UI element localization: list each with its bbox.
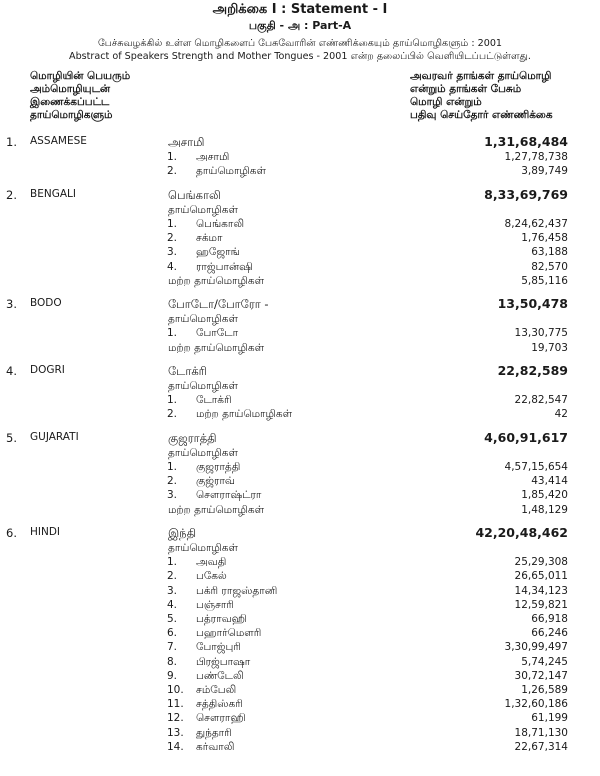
mother-tongue-count: 5,85,116 <box>521 274 568 287</box>
mother-tongue-name: குஜராத்தி <box>196 461 241 473</box>
mother-tongue-name: டோக்ரி <box>196 394 232 407</box>
mother-tongue-count: 22,67,314 <box>514 740 568 753</box>
mother-tongue-name: பிரஜ்பாஷா <box>196 655 251 668</box>
mother-tongue-name: சம்பேலி <box>196 684 237 696</box>
mother-tongue-name: போடோ <box>196 327 239 340</box>
mother-tongue-count: 19,703 <box>531 341 568 354</box>
mother-tongue-count: 12,59,821 <box>514 598 568 611</box>
mother-tongue-count: 26,65,011 <box>514 570 568 583</box>
language-name-native: அசாமி <box>168 135 205 149</box>
subheading-label: தாய்மொழிகள் <box>168 446 238 459</box>
mother-tongue-row <box>0 670 600 684</box>
language-row <box>0 364 600 378</box>
mother-tongue-count: 3,30,99,497 <box>504 641 568 654</box>
mother-tongue-name: பக்ரி ராஜஸ்தானி <box>196 584 278 597</box>
mother-tongue-count: 4,57,15,654 <box>504 461 568 473</box>
mother-tongue-count: 5,74,245 <box>521 655 568 668</box>
column-header-left: மொழியின் பெயரும் அம்மொழியுடன் இணைக்கப்பட்ட தாய்மொழிகளும் <box>30 70 131 121</box>
mother-tongue-row <box>0 504 600 518</box>
language-name-english: ASSAMESE <box>30 135 87 147</box>
language-total: 13,50,478 <box>497 296 568 311</box>
mother-tongue-serial: 8. <box>167 655 178 668</box>
mother-tongue-serial: 1. <box>167 151 178 164</box>
mother-tongue-name: ராஜ்பான்ஷி <box>196 260 253 273</box>
mother-tongue-serial: 3. <box>167 489 178 502</box>
mother-tongue-name: சௌராஷ்ட்ரா <box>196 489 262 502</box>
mother-tongue-count: 1,48,129 <box>521 503 568 516</box>
mother-tongue-name: குஜ்ராவ் <box>196 475 235 488</box>
mother-tongue-name: பெங்காலி <box>196 218 245 230</box>
mother-tongue-row <box>0 712 600 726</box>
mother-tongue-row <box>0 698 600 712</box>
mother-tongue-serial: 1. <box>167 556 178 569</box>
mother-tongue-serial: 6. <box>167 627 178 640</box>
mother-tongue-name: சக்மா <box>196 232 223 245</box>
mother-tongue-serial: 13. <box>167 726 184 739</box>
statement-title: அறிக்கை I : Statement - I <box>212 2 388 17</box>
language-name-native: பெங்காலி <box>168 187 221 202</box>
mother-tongue-name: பஹார்மௌரி <box>196 627 262 640</box>
subheading-label: தாய்மொழிகள் <box>168 203 238 216</box>
mother-tongue-row <box>0 342 600 356</box>
mother-tongue-serial: 2. <box>167 232 178 245</box>
language-number: 5. <box>6 430 17 445</box>
language-total: 22,82,589 <box>497 362 568 378</box>
mother-tongue-name: போஜ்புரி <box>196 641 241 654</box>
mother-tongue-row <box>0 246 600 260</box>
mother-tongue-serial: 3. <box>167 584 178 597</box>
mother-tongue-row <box>0 218 600 232</box>
part-title: பகுதி - அ : Part-A <box>248 19 352 32</box>
language-row <box>0 526 600 540</box>
mother-tongue-name: பத்ராவஹி <box>196 613 247 625</box>
intro-english: Abstract of Speakers Strength and Mother Tongues - 2001 என்ற தலைப்பில் வெளியிடப்பட்டுள்ளது. <box>69 51 531 62</box>
subheading-label: தாய்மொழிகள் <box>168 542 238 554</box>
mother-tongue-row <box>0 261 600 275</box>
mother-tongue-row <box>0 232 600 246</box>
mother-tongues-subheading <box>0 542 600 556</box>
language-number: 6. <box>6 525 17 540</box>
mother-tongue-count: 1,32,60,186 <box>504 698 568 711</box>
language-name-native: இந்தி <box>168 525 196 540</box>
mother-tongue-name: பண்டேலி <box>196 669 244 682</box>
mother-tongue-name: துந்தாரி <box>196 726 232 739</box>
mother-tongue-row <box>0 394 600 408</box>
mother-tongue-count: 63,188 <box>531 246 568 259</box>
language-number: 3. <box>6 297 17 311</box>
language-total: 8,33,69,769 <box>484 186 568 202</box>
mother-tongue-name: மற்ற தாய்மொழிகள் <box>196 408 293 421</box>
mother-tongue-name: பகேல் <box>196 570 227 583</box>
language-name-native: போடோ/போரோ - <box>168 297 269 311</box>
mother-tongue-row <box>0 585 600 599</box>
mother-tongue-serial: 2. <box>167 165 178 178</box>
mother-tongue-count: 43,414 <box>531 475 568 488</box>
mother-tongue-count: 22,82,547 <box>514 394 568 407</box>
mother-tongue-serial: 12. <box>167 712 184 725</box>
language-total: 42,20,48,462 <box>475 524 568 540</box>
subheading-label: தாய்மொழிகள் <box>168 380 238 392</box>
language-name-native: குஜராத்தி <box>168 430 217 445</box>
language-name-native: டோக்ரி <box>168 363 207 378</box>
mother-tongue-serial: 9. <box>167 669 178 682</box>
mother-tongue-serial: 11. <box>167 698 184 711</box>
language-name-english: HINDI <box>30 525 61 538</box>
column-header-right: அவரவர் தாங்கள் தாய்மொழி என்றும் தாங்கள் பேசும் மொழி என்றும் பதிவு செய்தோர் எண்ணிக்கை <box>410 70 553 121</box>
mother-tongues-subheading <box>0 380 600 394</box>
mother-tongue-count: 14,34,123 <box>514 584 568 597</box>
mother-tongue-count: 61,199 <box>531 712 568 725</box>
mother-tongue-count: 25,29,308 <box>514 556 568 569</box>
mother-tongue-count: 3,89,749 <box>521 165 568 178</box>
mother-tongue-serial: 4. <box>167 598 178 611</box>
mother-tongue-row <box>0 613 600 627</box>
mother-tongue-row <box>0 656 600 670</box>
mother-tongue-serial: 2. <box>167 408 178 421</box>
mother-tongues-subheading <box>0 204 600 218</box>
language-name-english: DOGRI <box>30 363 65 376</box>
language-number: 2. <box>6 187 17 202</box>
mother-tongue-row <box>0 475 600 489</box>
language-number: 1. <box>6 135 17 149</box>
mother-tongue-name: அவதி <box>196 556 227 569</box>
mother-tongue-serial: 7. <box>167 641 178 654</box>
mother-tongue-name: மற்ற தாய்மொழிகள் <box>168 341 265 354</box>
subheading-label: தாய்மொழிகள் <box>168 313 238 326</box>
mother-tongue-serial: 1. <box>167 218 178 230</box>
mother-tongue-serial: 14. <box>167 740 184 753</box>
mother-tongue-count: 30,72,147 <box>514 669 568 682</box>
mother-tongue-serial: 1. <box>167 327 178 340</box>
mother-tongue-serial: 1. <box>167 394 178 407</box>
mother-tongue-row <box>0 627 600 641</box>
mother-tongue-serial: 3. <box>167 246 178 259</box>
mother-tongue-row <box>0 327 600 341</box>
mother-tongue-row <box>0 727 600 741</box>
mother-tongue-row <box>0 641 600 655</box>
mother-tongue-row <box>0 165 600 179</box>
mother-tongues-subheading <box>0 447 600 461</box>
mother-tongue-name: மற்ற தாய்மொழிகள் <box>168 503 265 516</box>
mother-tongue-name: சௌராஹி <box>196 712 246 725</box>
language-row <box>0 297 600 311</box>
mother-tongue-count: 1,85,420 <box>521 489 568 502</box>
mother-tongue-name: சத்திஸ்கரி <box>196 698 243 711</box>
mother-tongue-serial: 2. <box>167 475 178 488</box>
mother-tongue-count: 8,24,62,437 <box>504 218 568 230</box>
mother-tongue-serial: 1. <box>167 461 178 473</box>
mother-tongue-count: 66,918 <box>531 613 568 625</box>
mother-tongue-count: 1,76,458 <box>521 232 568 245</box>
mother-tongue-row <box>0 275 600 289</box>
mother-tongue-row <box>0 408 600 422</box>
language-row <box>0 135 600 149</box>
mother-tongue-count: 13,30,775 <box>514 327 568 340</box>
language-name-english: GUJARATI <box>30 430 79 443</box>
mother-tongue-row <box>0 151 600 165</box>
language-row <box>0 431 600 445</box>
language-name-english: BENGALI <box>30 187 76 200</box>
mother-tongue-count: 82,570 <box>531 260 568 273</box>
mother-tongue-serial: 5. <box>167 613 178 625</box>
language-number: 4. <box>6 363 17 378</box>
mother-tongue-row <box>0 684 600 698</box>
mother-tongue-serial: 4. <box>167 260 178 273</box>
mother-tongue-serial: 2. <box>167 570 178 583</box>
mother-tongues-subheading <box>0 313 600 327</box>
language-total: 4,60,91,617 <box>484 429 568 445</box>
language-row <box>0 188 600 202</box>
intro-tamil: பேச்சுவழக்கில் உள்ள மொழிகளைப் பேசுவோரின் எண்ணிக்கையும் தாய்மொழிகளும் : 2001 <box>97 38 503 49</box>
mother-tongue-name: அசாமி <box>196 151 230 164</box>
mother-tongue-count: 1,26,589 <box>521 684 568 696</box>
mother-tongue-serial: 10. <box>167 684 184 696</box>
mother-tongue-row <box>0 556 600 570</box>
mother-tongue-count: 42 <box>554 408 568 421</box>
mother-tongue-name: ஹஜோங் <box>196 246 240 259</box>
mother-tongue-row <box>0 741 600 755</box>
mother-tongue-name: கர்வாலி <box>196 740 235 753</box>
mother-tongue-count: 1,27,78,738 <box>504 151 568 164</box>
language-name-english: BODO <box>30 297 62 309</box>
mother-tongue-row <box>0 489 600 503</box>
mother-tongue-row <box>0 570 600 584</box>
language-total: 1,31,68,484 <box>484 134 568 149</box>
mother-tongue-name: தாய்மொழிகள் <box>196 165 266 178</box>
mother-tongue-row <box>0 461 600 475</box>
mother-tongue-count: 18,71,130 <box>514 726 568 739</box>
mother-tongue-name: பஞ்சாரி <box>196 598 234 611</box>
mother-tongue-count: 66,246 <box>531 627 568 640</box>
mother-tongue-row <box>0 599 600 613</box>
mother-tongue-name: மற்ற தாய்மொழிகள் <box>168 274 265 287</box>
